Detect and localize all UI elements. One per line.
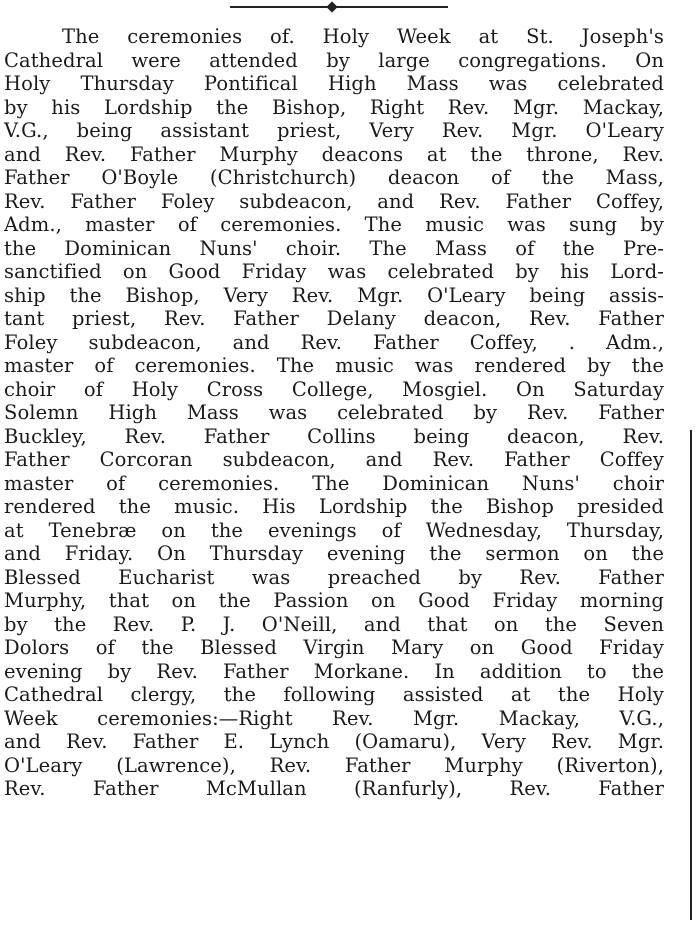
article-line: Rev. Father Foley subdeacon, and Rev. Father Coffey,	[4, 189, 664, 213]
article-line: master of ceremonies. The music was rendered by the	[4, 354, 664, 377]
article-line: Solemn High Mass was celebrated by Rev. Father	[4, 401, 664, 424]
article-line: Cathedral clergy, the following assisted at the Holy	[4, 683, 664, 706]
article-line: evening by Rev. Father Morkane. In addition to the	[4, 659, 664, 683]
article-line: rendered the music. His Lordship the Bishop presided	[4, 495, 664, 518]
article-line: sanctified on Good Friday was celebrated by his Lord-	[4, 260, 664, 283]
article-line: The ceremonies of. Holy Week at St. Joseph's	[62, 25, 664, 48]
divider-rule	[230, 6, 448, 8]
article-line: ship the Bishop, Very Rev. Mgr. O'Leary being assis-	[4, 283, 664, 307]
article-line: and Rev. Father Murphy deacons at the throne, Rev.	[4, 142, 664, 166]
article-line: Buckley, Rev. Father Collins being deacon, Rev.	[4, 424, 664, 448]
article-line: and Friday. On Thursday evening the sermon on the	[4, 542, 664, 565]
article-line: Cathedral were attended by large congregations. On	[4, 48, 664, 72]
article-line: by his Lordship the Bishop, Right Rev. Mgr. Mackay,	[4, 95, 664, 119]
article-line: Rev. Father McMullan (Ranfurly), Rev. Father	[4, 777, 664, 800]
divider-ornament	[326, 1, 337, 12]
article-line: and Rev. Father E. Lynch (Oamaru), Very Rev. Mgr.	[4, 730, 664, 753]
article-line: Father O'Boyle (Christchurch) deacon of the Mass,	[4, 166, 664, 189]
article-line: at Tenebræ on the evenings of Wednesday, Thursday,	[4, 518, 664, 542]
article-line: Holy Thursday Pontifical High Mass was celebrated	[4, 72, 664, 95]
article-line: Dolors of the Blessed Virgin Mary on Good Friday	[4, 636, 664, 659]
article-line: V.G., being assistant priest, Very Rev. Mgr. O'Leary	[4, 119, 664, 142]
article-line: by the Rev. P. J. O'Neill, and that on the Seven	[4, 612, 664, 636]
article-line: Blessed Eucharist was preached by Rev. Father	[4, 565, 664, 589]
article-body	[4, 25, 664, 801]
article-line: Foley subdeacon, and Rev. Father Coffey, . Adm.,	[4, 330, 664, 354]
article-line: Adm., master of ceremonies. The music was sung by	[4, 213, 664, 236]
article-line: Week ceremonies:—Right Rev. Mgr. Mackay, V.G.,	[4, 706, 664, 730]
article-line: Father Corcoran subdeacon, and Rev. Father Coffey	[4, 448, 664, 471]
article-line: choir of Holy Cross College, Mosgiel. On Saturday	[4, 377, 664, 401]
article-line: O'Leary (Lawrence), Rev. Father Murphy (Riverton),	[4, 753, 664, 777]
article-line: tant priest, Rev. Father Delany deacon, Rev. Father	[4, 307, 664, 330]
article-line: the Dominican Nuns' choir. The Mass of the Pre-	[4, 236, 664, 260]
article-line: Murphy, that on the Passion on Good Friday morning	[4, 589, 664, 612]
column-rule	[690, 430, 692, 920]
article-line: master of ceremonies. The Dominican Nuns' choir	[4, 471, 664, 495]
